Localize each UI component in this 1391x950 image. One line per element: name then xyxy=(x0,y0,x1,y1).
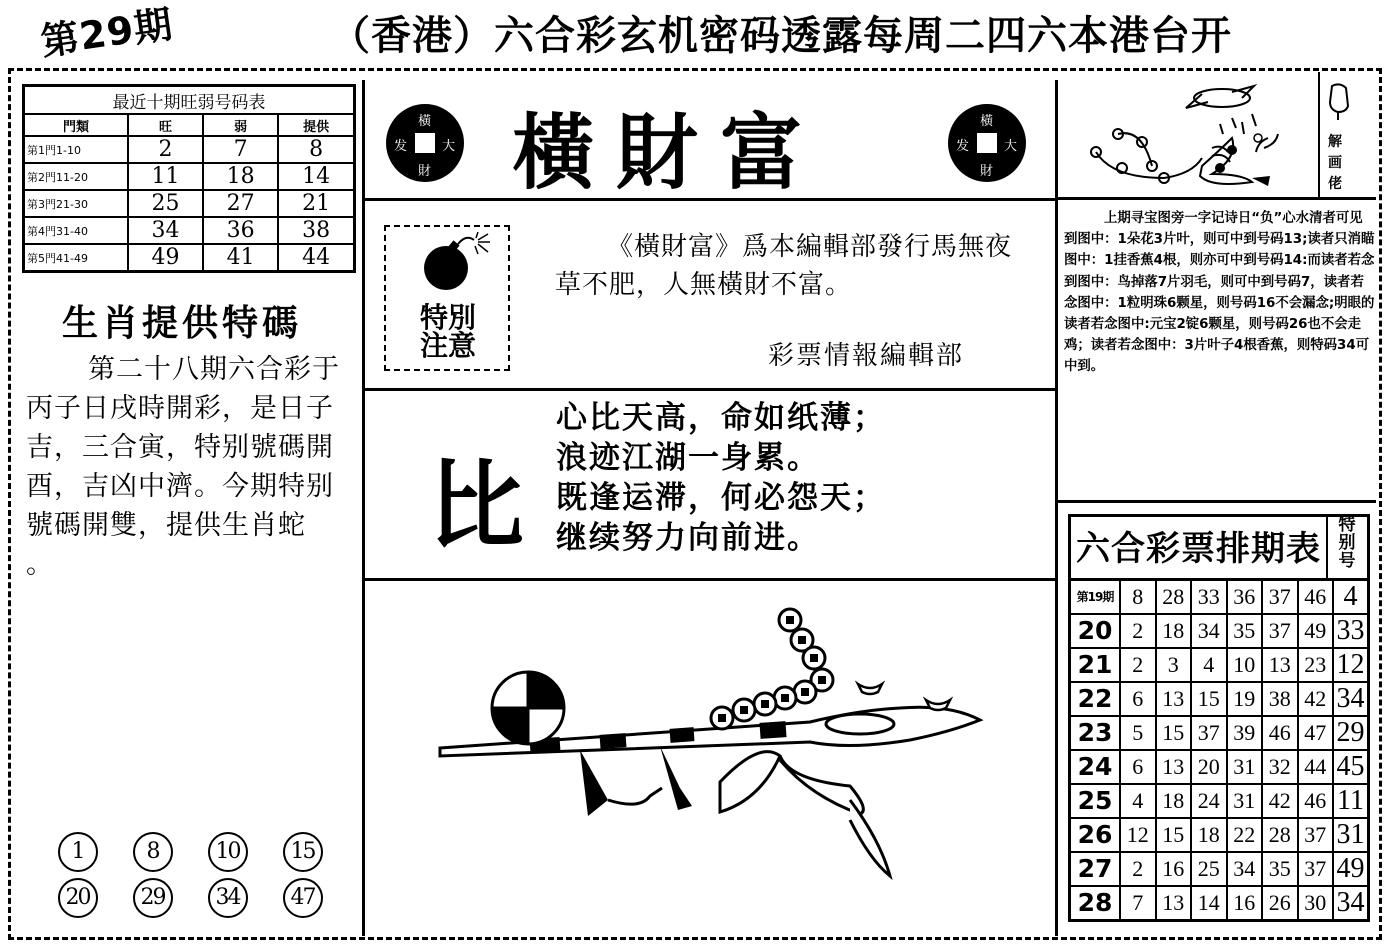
number-cell: 16 xyxy=(1227,886,1263,921)
period-cell: 25 xyxy=(1070,784,1121,818)
coin-char: 財 xyxy=(980,164,994,179)
number-cell: 13 xyxy=(1156,886,1192,921)
issue-number: 第29期 xyxy=(38,1,176,64)
bomb-icon xyxy=(420,232,492,294)
cold-number: 41 xyxy=(203,244,278,272)
hot-number: 25 xyxy=(128,190,203,217)
notice-label-line: 特別 xyxy=(419,301,476,334)
number-cell: 37 xyxy=(1262,580,1298,615)
coin-char: 发 xyxy=(394,139,408,154)
cold-number: 7 xyxy=(203,136,278,163)
number-cell: 37 xyxy=(1191,716,1227,750)
right-divider-1 xyxy=(1058,197,1376,200)
number-cell: 2 xyxy=(1120,852,1156,886)
number-cell: 31 xyxy=(1227,784,1263,818)
number-cell: 38 xyxy=(1262,682,1298,716)
special-number-cell: 31 xyxy=(1333,818,1369,852)
schedule-row xyxy=(1070,818,1369,852)
period-cell: 21 xyxy=(1070,648,1121,682)
special-label-char: 别 xyxy=(1338,533,1356,553)
number-cell: 44 xyxy=(1298,750,1334,784)
page-headline: （香港）六合彩玄机密码透露每周二四六本港台开 xyxy=(330,13,1232,59)
number-cell: 46 xyxy=(1298,580,1334,615)
number-cell: 28 xyxy=(1262,818,1298,852)
number-cell: 15 xyxy=(1191,682,1227,716)
cold-number: 27 xyxy=(203,190,278,217)
coin-char: 大 xyxy=(1004,139,1018,154)
number-cell: 33 xyxy=(1191,580,1227,615)
coin-char: 財 xyxy=(418,164,432,179)
special-number-cell: 45 xyxy=(1333,750,1369,784)
number-cell: 36 xyxy=(1227,580,1263,615)
period-cell: 24 xyxy=(1070,750,1121,784)
number-cell: 34 xyxy=(1227,852,1263,886)
schedule-row xyxy=(1070,784,1369,818)
number-cell: 35 xyxy=(1262,852,1298,886)
notice-signature: 彩票情報編輯部 xyxy=(768,341,965,371)
coin-icon xyxy=(948,104,1026,182)
column-header: 弱 xyxy=(203,114,278,136)
hot-number: 49 xyxy=(128,244,203,272)
number-cell: 18 xyxy=(1156,614,1192,648)
number-cell: 34 xyxy=(1191,614,1227,648)
zodiac-end-mark: 。 xyxy=(26,549,54,580)
row-label: 第5門41-49 xyxy=(24,244,129,272)
zodiac-number-balls xyxy=(40,832,340,918)
number-cell: 13 xyxy=(1262,648,1298,682)
schedule-title: 六合彩票排期表 xyxy=(1076,529,1321,569)
number-cell: 5 xyxy=(1120,716,1156,750)
number-cell: 2 xyxy=(1120,648,1156,682)
special-number-cell: 34 xyxy=(1333,886,1369,921)
number-cell: 24 xyxy=(1191,784,1227,818)
number-ball: 15 xyxy=(283,832,323,872)
period-cell: 第19期 xyxy=(1070,580,1121,615)
hot-number: 11 xyxy=(128,163,203,190)
column-header: 提供 xyxy=(278,114,354,136)
number-cell: 47 xyxy=(1298,716,1334,750)
poem-line: 浪迹江湖一身累。 xyxy=(556,440,820,476)
number-cell: 39 xyxy=(1227,716,1263,750)
row-label: 第1門1-10 xyxy=(24,136,129,163)
number-cell: 32 xyxy=(1262,750,1298,784)
number-cell: 10 xyxy=(1227,648,1263,682)
number-cell: 3 xyxy=(1156,648,1192,682)
schedule-table xyxy=(1068,578,1370,922)
coin-char: 大 xyxy=(442,139,456,154)
table-row xyxy=(24,244,355,272)
table-row xyxy=(24,217,355,244)
schedule-row xyxy=(1070,716,1369,750)
number-cell: 6 xyxy=(1120,682,1156,716)
column-header: 旺 xyxy=(128,114,203,136)
number-ball: 34 xyxy=(208,878,248,918)
schedule-header-divider xyxy=(1326,514,1328,578)
suggested-number: 14 xyxy=(278,163,354,190)
number-cell: 13 xyxy=(1156,750,1192,784)
coin-char: 橫 xyxy=(980,114,994,129)
number-ball: 8 xyxy=(133,832,173,872)
special-label-char: 特 xyxy=(1338,515,1356,535)
period-cell: 27 xyxy=(1070,852,1121,886)
number-cell: 37 xyxy=(1262,614,1298,648)
riddle-label-char: 解 xyxy=(1328,134,1342,150)
row-label: 第3門21-30 xyxy=(24,190,129,217)
number-cell: 4 xyxy=(1120,784,1156,818)
number-cell: 37 xyxy=(1298,852,1334,886)
riddle-divider xyxy=(1318,72,1320,197)
number-ball: 47 xyxy=(283,878,323,918)
special-number-cell: 11 xyxy=(1333,784,1369,818)
row-label: 第4門31-40 xyxy=(24,217,129,244)
number-cell: 42 xyxy=(1298,682,1334,716)
schedule-row xyxy=(1070,614,1369,648)
suggested-number: 8 xyxy=(278,136,354,163)
special-number-cell: 29 xyxy=(1333,716,1369,750)
number-cell: 16 xyxy=(1156,852,1192,886)
schedule-row xyxy=(1070,648,1369,682)
coin-icon xyxy=(386,104,464,182)
table-caption: 最近十期旺弱号码表 xyxy=(24,86,355,115)
notice-label xyxy=(390,301,506,362)
special-number-cell: 49 xyxy=(1333,852,1369,886)
pointing-hand-icon xyxy=(1326,82,1352,122)
table-row xyxy=(24,163,355,190)
number-cell: 6 xyxy=(1120,750,1156,784)
period-cell: 20 xyxy=(1070,614,1121,648)
special-number-cell: 12 xyxy=(1333,648,1369,682)
special-number-cell: 34 xyxy=(1333,682,1369,716)
number-ball: 1 xyxy=(58,832,98,872)
number-cell: 46 xyxy=(1298,784,1334,818)
special-number-cell: 4 xyxy=(1333,580,1369,615)
schedule-row xyxy=(1070,886,1369,921)
hot-number: 34 xyxy=(128,217,203,244)
number-cell: 28 xyxy=(1156,580,1192,615)
number-cell: 46 xyxy=(1262,716,1298,750)
poem-line: 既逢运滞，何必怨天； xyxy=(556,480,886,516)
zodiac-title: 生肖提供特碼 xyxy=(62,303,303,344)
number-cell: 23 xyxy=(1298,648,1334,682)
riddle-picture xyxy=(1082,78,1314,190)
brand-title: 橫財富 xyxy=(512,105,825,201)
poem xyxy=(556,398,886,558)
left-divider xyxy=(362,80,365,936)
table-row xyxy=(24,136,355,163)
period-cell: 23 xyxy=(1070,716,1121,750)
puzzle-illustration xyxy=(430,600,990,900)
number-cell: 19 xyxy=(1227,682,1263,716)
number-cell: 4 xyxy=(1191,648,1227,682)
number-ball: 29 xyxy=(133,878,173,918)
number-cell: 8 xyxy=(1120,580,1156,615)
coin-char: 橫 xyxy=(418,114,432,129)
number-cell: 31 xyxy=(1227,750,1263,784)
notice-label-line: 注意 xyxy=(419,329,476,362)
schedule-row xyxy=(1070,750,1369,784)
period-cell: 22 xyxy=(1070,682,1121,716)
number-cell: 26 xyxy=(1262,886,1298,921)
number-ball: 10 xyxy=(208,832,248,872)
period-cell: 28 xyxy=(1070,886,1121,921)
poem-line: 心比天高，命如纸薄； xyxy=(556,400,886,436)
number-cell: 42 xyxy=(1262,784,1298,818)
number-cell: 15 xyxy=(1156,716,1192,750)
center-divider-2 xyxy=(365,388,1055,391)
center-divider-3 xyxy=(365,578,1055,581)
riddle-label xyxy=(1325,132,1345,195)
number-cell: 14 xyxy=(1191,886,1227,921)
riddle-text: 上期寻宝图旁一字记诗日“负”心水清者可见到图中：1朵花3片叶，则可中到号码13;读者只消瞄图中：1挂香蕉4根，则亦可中到号码14:而读者若念到图中：鸟掉落7片羽毛，则可中到号码7，读者若念图中：1粒明珠6颗星，则号码16不会漏念;明眼的读者若念图中:元宝2锭6颗星，则号码26也不会走鸡；读者若念图中：3片叶子4根香蕉，则特码34可中到。 xyxy=(1064,211,1375,375)
number-cell: 25 xyxy=(1191,852,1227,886)
number-cell: 35 xyxy=(1227,614,1263,648)
schedule-row xyxy=(1070,580,1369,615)
riddle-label-char: 画 xyxy=(1328,155,1342,171)
number-cell: 15 xyxy=(1156,818,1192,852)
number-cell: 49 xyxy=(1298,614,1334,648)
coin-char: 发 xyxy=(956,139,970,154)
number-cell: 2 xyxy=(1120,614,1156,648)
hot-number: 2 xyxy=(128,136,203,163)
schedule-row xyxy=(1070,682,1369,716)
column-header: 門類 xyxy=(24,114,129,136)
cold-number: 36 xyxy=(203,217,278,244)
number-cell: 20 xyxy=(1191,750,1227,784)
right-divider xyxy=(1055,80,1058,936)
special-number-cell: 33 xyxy=(1333,614,1369,648)
poem-line: 继续努力向前进。 xyxy=(556,520,820,556)
number-cell: 13 xyxy=(1156,682,1192,716)
period-cell: 26 xyxy=(1070,818,1121,852)
number-cell: 22 xyxy=(1227,818,1263,852)
number-cell: 30 xyxy=(1298,886,1334,921)
suggested-number: 44 xyxy=(278,244,354,272)
row-label: 第2門11-20 xyxy=(24,163,129,190)
riddle-label-char: 佬 xyxy=(1328,176,1342,192)
number-cell: 37 xyxy=(1298,818,1334,852)
number-cell: 18 xyxy=(1191,818,1227,852)
special-label-char: 号 xyxy=(1338,551,1356,571)
notice-text: 《橫財富》爲本編輯部發行馬無夜草不肥，人無橫財不富。 xyxy=(555,232,1013,300)
number-cell: 7 xyxy=(1120,886,1156,921)
cold-number: 18 xyxy=(203,163,278,190)
zodiac-text xyxy=(26,350,346,584)
right-divider-2 xyxy=(1058,500,1376,503)
schedule-row xyxy=(1070,852,1369,886)
hot-cold-number-table xyxy=(22,84,356,273)
number-cell: 12 xyxy=(1120,818,1156,852)
special-number-label xyxy=(1332,516,1362,570)
number-ball: 20 xyxy=(58,878,98,918)
table-row xyxy=(24,190,355,217)
zodiac-paragraph: 第二十八期六合彩于丙子日戌時開彩，是日子吉，三合寅，特别號碼開酉，吉凶中濟。今期特别號碼開雙，提供生肖蛇 xyxy=(26,354,340,541)
number-cell: 18 xyxy=(1156,784,1192,818)
poem-title-char: 比 xyxy=(428,450,524,562)
suggested-number: 38 xyxy=(278,217,354,244)
suggested-number: 21 xyxy=(278,190,354,217)
